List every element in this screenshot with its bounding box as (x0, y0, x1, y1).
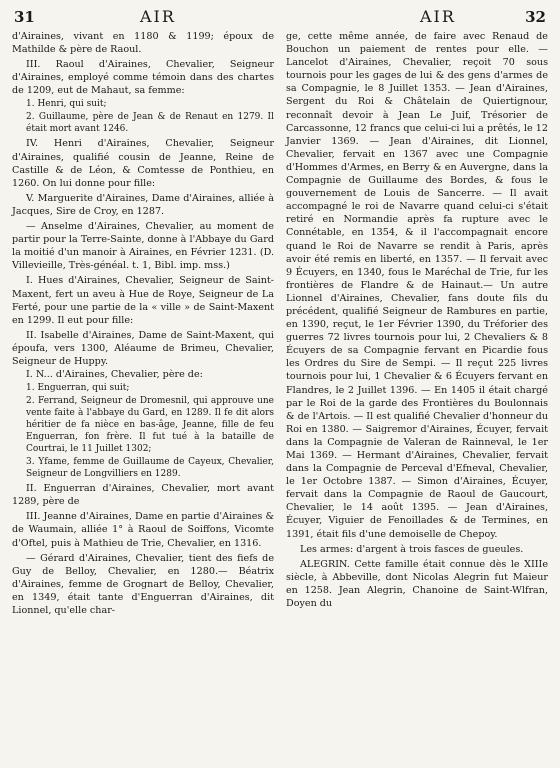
paragraph: II. Isabelle d'Airaines, Dame de Saint-Maxent, qui époufa, vers 1300, Aléaume de Brimeu, Chevalier, Seigneur de Huppy. (12, 329, 274, 367)
list-item: 2. Ferrand, Seigneur de Dromesnil, qui approuve une vente faite à l'abbaye du Gard, en 1289. Il fe dit alors héritier de fa nièce en bas-âge, Jeanne, fille de feu Enguerran, fon frère. Il fut tué à la bataille de Courtrai, le 11 Juillet 1302; (26, 396, 274, 455)
running-header (12, 4, 548, 30)
paragraph: I. N... d'Airaines, Chevalier, père de: (26, 369, 203, 381)
right-column (286, 30, 548, 617)
right-page-number: 32 (525, 8, 546, 26)
paragraph: II. Enguerran d'Airaines, Chevalier, mort avant 1289, père de (12, 483, 274, 508)
paragraph: d'Airaines, vivant en 1180 & 1199; époux de Mathilde & père de Raoul. (12, 31, 274, 56)
children-list (12, 98, 274, 135)
paragraph: III. Raoul d'Airaines, Chevalier, Seigneur d'Airaines, employé comme témoin dans des chartes de 1209, eut de Mahaut, sa femme: (12, 59, 274, 97)
children-list (12, 382, 274, 480)
list-item: 1. Henri, qui suit; (26, 99, 107, 110)
text-columns (12, 30, 548, 617)
right-running-title: AIR (420, 7, 456, 26)
paragraph: III. Jeanne d'Airaines, Dame en partie d'Airaines & de Waumain, alliée 1° à Raoul de Soiffons, Vicomte d'Oftel, puis à Mathieu de Trie, Chevalier, en 1316. (12, 511, 274, 549)
left-column (12, 30, 274, 617)
list-item: 3. Yfame, femme de Guillaume de Cayeux, Chevalier, Seigneur de Longvilliers en 1289. (26, 457, 274, 480)
paragraph: — Anselme d'Airaines, Chevalier, au moment de partir pour la Terre-Sainte, donne à l'Abbaye du Gard la moitié d'un manoir à Airaines, en Février 1231. (D. Villevieille, Très-généal. t. 1, Bibl. imp. mss.) (12, 221, 274, 272)
paragraph: ge, cette même année, de faire avec Renaud de Bouchon un paiement de rentes pour elle. — Lancelot d'Airaines, Chevalier, reçoit 70 sous tournois pour les gages de lui & des gens d'armes de sa Compagnie, le 8 Juillet 1353. — Jean d'Airaines, Sergent du Roi & Châtelain de Quiertignour, reconnaît devoir à Jean Le Juif, Trésorier de Carcassonne, 12 francs que celui-ci lui a prêtés, le 12 Janvier 1369. — Jean d'Airaines, dit Lionnel, Chevalier, fervait en 1367 avec une Compagnie d'Hommes d'Armes, en Berry & en Auvergne, dans la Compagnie de Guillaume des Bordes, & fous le gouvernement de Louis de Sancerre. — Il avait accompagné le roi de Navarre quand celui-ci s'était retiré en Normandie après fa rupture avec le Connétable, en 1354, & il l'accompagnait encore quand le Roi de Navarre se rendit à Paris, après avoir été remis en liberté, en 1357. — Il fervait avec 9 Écuyers, en 1340, fous le Maréchal de Trie, fur les frontières de Flandre & de Hainaut.— Un autre Lionnel d'Airaines, Chevalier, fans doute fils du précédent, qualifié Seigneur de Rambures en partie, en 1390, reçut, le 1er Février 1390, du Tréforier des guerres 72 livres tournois pour lui, 2 Chevaliers & 8 Écuyers de sa Compagnie fervant en Picardie fous les Ordres du Sire de Sempi. — Il reçut 225 livres tournois pour lui, 1 Chevalier & 6 Écuyers fervant en Flandres, le 2 Juillet 1396. — En 1405 il était chargé par le Roi de la garde des Frontières du Boulonnais & de l'Artois. — Il est qualifié Chevalier d'honneur du Roi en 1380. — Saigremor d'Airaines, Écuyer, fervait dans la Compagnie de Valeran de Rainneval, le 1er Mai 1369. — Hermant d'Airaines, Chevalier, fervait dans la Compagnie de Perceval d'Efneval, Chevalier, le 1er Octobre 1387. — Simon d'Airaines, Écuyer, fervait dans la Compagnie de Raoul de Gaucourt, Chevalier, le 14 août 1395. — Jean d'Airaines, Écuyer, Viguier de Fenoillades & de Termines, en 1391, était fils d'une demoiselle de Chepoy. (286, 31, 548, 540)
arms-line: Les armes: d'argent à trois fasces de gueules. (300, 543, 524, 555)
paragraph: I. Hues d'Airaines, Chevalier, Seigneur de Saint-Maxent, fert un aveu à Hue de Roye, Seigneur de La Ferté, pour une partie de la « ville » de Saint-Maxent en 1299. Il eut pour fille: (12, 275, 274, 326)
paragraph: IV. Henri d'Airaines, Chevalier, Seigneur d'Airaines, qualifié cousin de Jeanne, Reine de Castille & de Léon, & Comtesse de Ponthieu, en 1260. On lui donne pour fille: (12, 138, 274, 189)
list-item: 2. Guillaume, père de Jean & de Renaut en 1279. Il était mort avant 1246. (26, 112, 274, 135)
paragraph: — Gérard d'Airaines, Chevalier, tient des fiefs de Guy de Belloy, Chevalier, en 1280.— Béatrix d'Airaines, femme de Grognart de Belloy, Chevalier, en 1349, était tante d'Enguerran d'Airaines, dit Lionnel, qu'elle char- (12, 552, 274, 616)
paragraph: ALEGRIN. Cette famille était connue dès le XIIIe siècle, à Abbeville, dont Nicolas Alegrin fut Maieur en 1258. Jean Alegrin, Chanoine de Saint-Wlfran, Doyen du (286, 558, 548, 610)
left-page-number: 31 (14, 8, 35, 26)
left-running-title: AIR (140, 7, 176, 26)
paragraph: V. Marguerite d'Airaines, Dame d'Airaines, alliée à Jacques, Sire de Croy, en 1287. (12, 192, 274, 217)
list-item: 1. Enguerran, qui suit; (26, 383, 130, 394)
